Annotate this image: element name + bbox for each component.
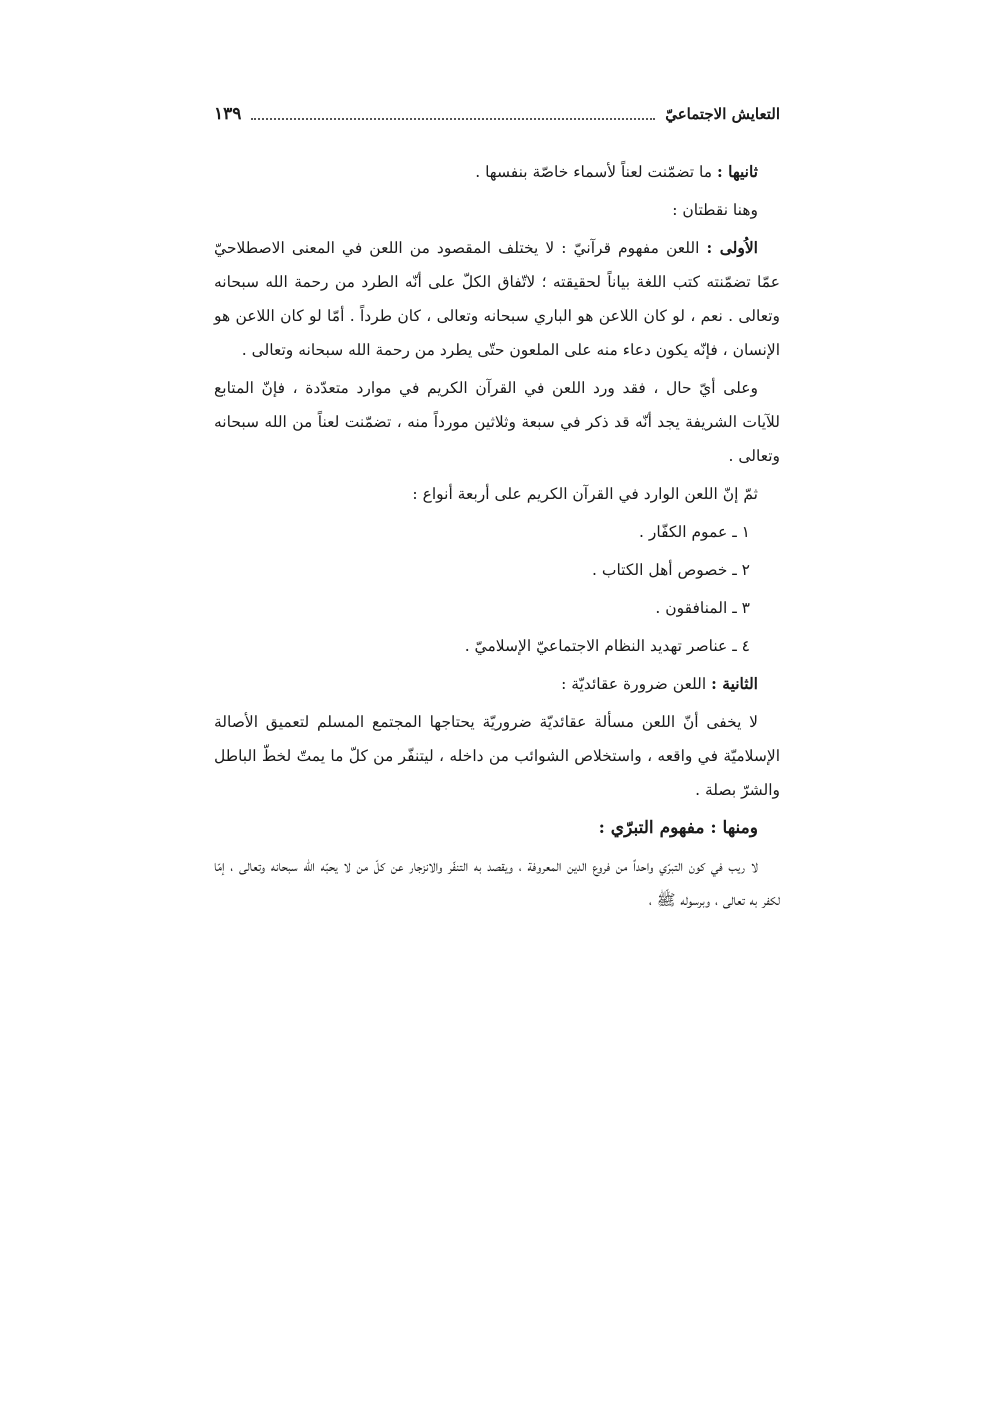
paragraph-lead: ثانيها : — [716, 162, 758, 181]
paragraph-lead: الثانية : — [711, 674, 758, 693]
section-heading: ومنها : مفهوم التبرّي : — [598, 818, 758, 838]
list-item: ٤ ـ عناصر تهديد النظام الاجتماعيّ الإسلاميّ . — [464, 637, 750, 655]
paragraph-text: وعلى أيّ حال ، فقد ورد اللعن في القرآن الكريم في موارد متعدّدة ، فإنّ المتابع للآيات الشريفة يجد أنّه قد ذكر في سبعة وثلاثين مورداً منه ، تضمّنت لعناً من الله سبحانه وتعالى . — [214, 379, 780, 465]
paragraph — [214, 231, 780, 367]
running-header — [214, 100, 780, 128]
list-item: ٢ ـ خصوص أهل الكتاب . — [592, 561, 750, 579]
paragraph-text: وهنا نقطتان : — [672, 201, 758, 219]
paragraph — [214, 193, 780, 227]
running-title: التعايش الاجتماعيّ — [665, 105, 780, 123]
paragraph-text: لا يخفى أنّ اللعن مسألة عقائديّة ضروريّة يحتاجها المجتمع المسلم لتعميق الأصالة الإسلاميّة في واقعه ، واستخلاص الشوائب من داخله ، ليتنفّر من كلّ ما يمتّ لخطّ الباطل والشرّ بصلة . — [214, 713, 780, 799]
paragraph-text: اللعن ضرورة عقائديّة : — [561, 675, 712, 693]
book-page — [214, 0, 780, 1403]
paragraph-text: اللعن مفهوم قرآنيّ : لا يختلف المقصود من اللعن في المعنى الاصطلاحيّ عمّا تضمّنته كتب اللغة بياناً لحقيقته ؛ لاتّفاق الكلّ على أنّه الطرد من رحمة الله سبحانه وتعالى . نعم ، لو كان اللاعن هو الباري سبحانه وتعالى ، كان طرداً . أمّا لو كان اللاعن هو الإنسان ، فإنّه يكون دعاء منه على الملعون حتّى يطرد من رحمة الله سبحانه وتعالى . — [214, 239, 780, 359]
paragraph-text: ثمّ إنّ اللعن الوارد في القرآن الكريم على أربعة أنواع : — [412, 485, 758, 503]
list-item: ١ ـ عموم الكفّار . — [639, 523, 750, 541]
paragraph-text: لا ريب في كون التبرّي واحداً من فروع الدين المعروفة ، ويقصد به التنفّر والانزجار عن كلّ من لا يحبّه الله سبحانه وتعالى ، إمّا لكفر به تعالى ، وبرسوله ﷺ ، — [214, 857, 780, 909]
paragraph — [214, 155, 780, 189]
paragraph — [214, 705, 780, 807]
paragraph-text: ما تضمّنت لعناً لأسماء خاصّة بنفسها . — [475, 163, 717, 181]
paragraph — [214, 371, 780, 473]
paragraph — [214, 667, 780, 701]
paragraph — [214, 477, 780, 511]
paragraph-lead: الاُولى : — [706, 238, 758, 257]
page-number: ١٣٩ — [214, 104, 242, 124]
dotted-leader — [251, 118, 655, 120]
paragraph — [214, 849, 780, 917]
list-item: ٣ ـ المنافقون . — [655, 599, 750, 617]
body-text — [214, 155, 780, 921]
